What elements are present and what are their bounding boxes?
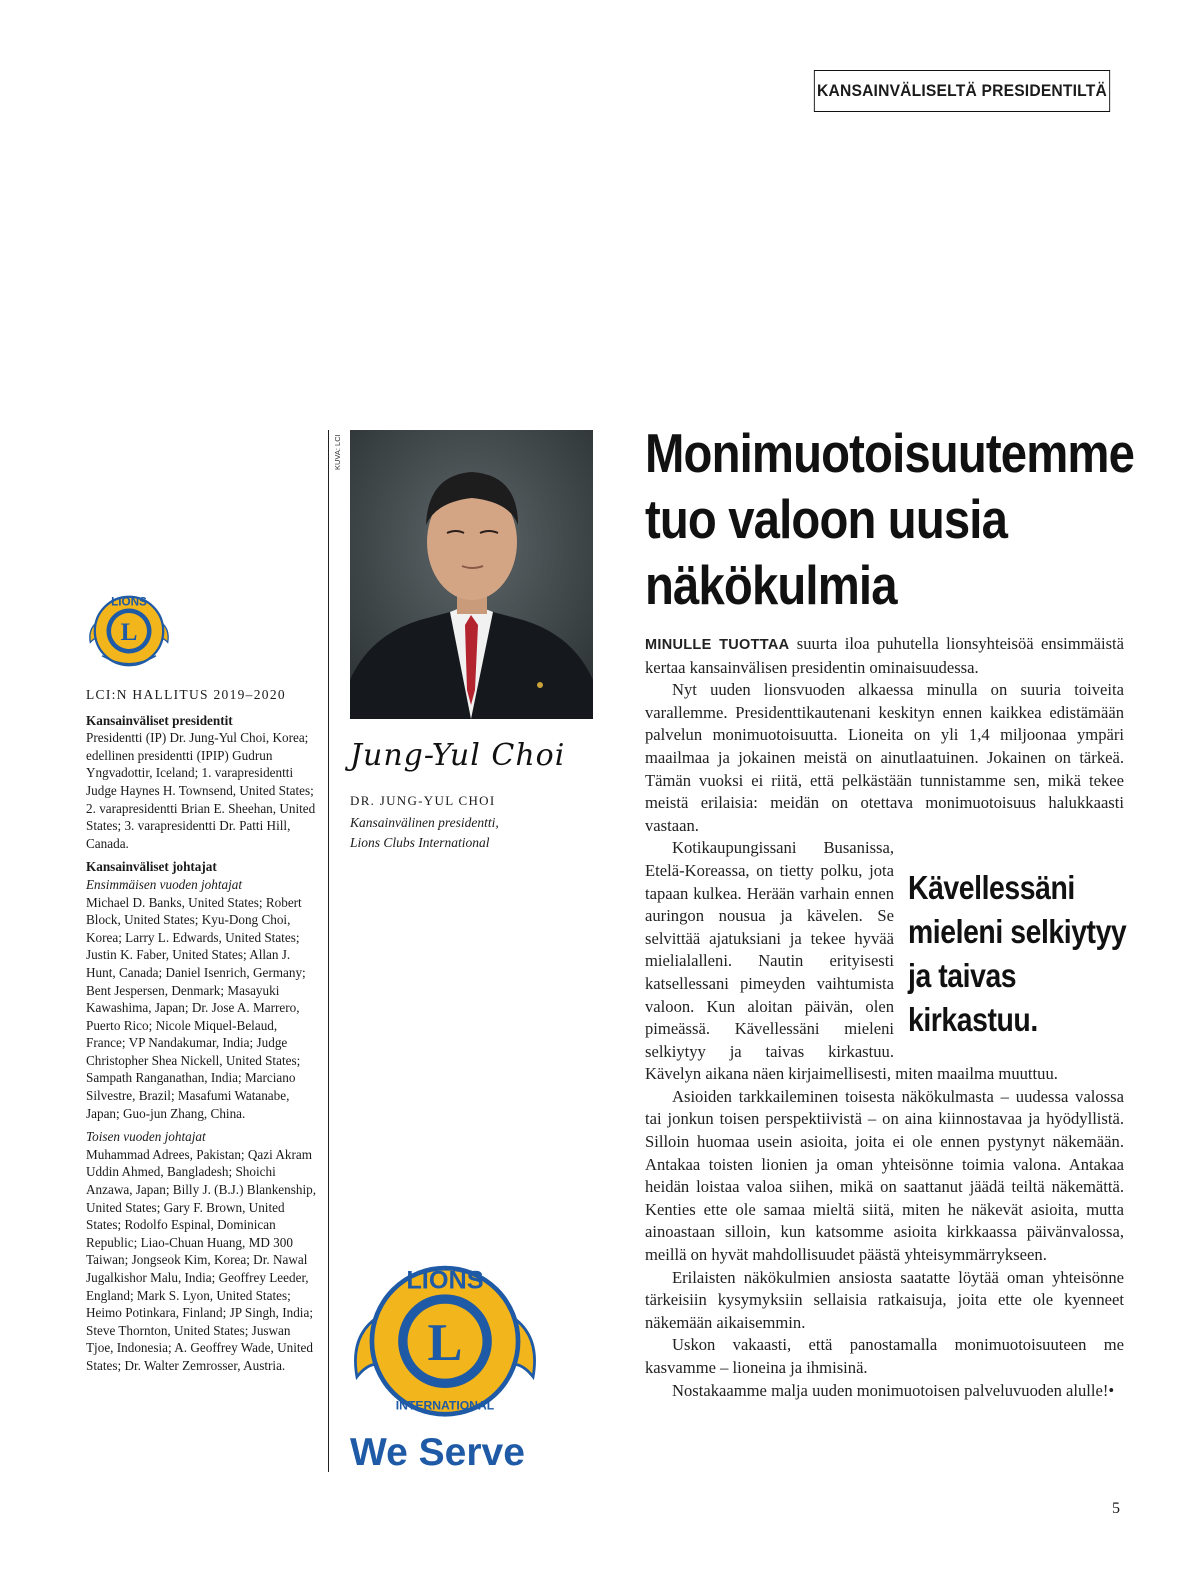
article-paragraph-7: Nostakaamme malja uuden monimuotoisen palveluvuoden alulle!•: [672, 1380, 1115, 1400]
article-paragraph-5: Erilaisten näkökulmien ansiosta saatatte löytää oman yhteisönne tärkeisiin kysymyksiin sellaisia ratkaisuja, joita ette ole kyenneet näkemään aikaisemmin.: [645, 1267, 1124, 1332]
pull-quote-line3: ja taivas: [908, 957, 1017, 995]
article-headline: [645, 420, 1135, 618]
section-label: KANSAINVÄLISELTÄ PRESIDENTILTÄ: [814, 70, 1110, 112]
caption-role-line1: Kansainvälinen presidentti,: [350, 815, 499, 830]
first-year-list: Michael D. Banks, United States; Robert Block, United States; Kyu-Dong Choi, Korea; Larry L. Edwards, United States; Justin K. Faber, United States; Allan J. Hunt, Canada; Daniel Isenrich, Germany; Bent Jespersen, Denmark; Masayuki Kawashima, Japan; Dr. Jose A. Marrero, Puerto Rico; Nicole Miquel-Belaud, France; VP Nandakumar, India; Judge Christopher Shea Nickell, United States; Sampath Ranganathan, India; Marciano Silvestre, Brazil; Masafumi Watanabe, Japan; Guo-jun Zhang, China.: [86, 894, 306, 1121]
pull-quote-line4: kirkastuu.: [908, 1001, 1038, 1039]
president-portrait-photo: [350, 430, 593, 719]
page-number: 5: [1112, 1500, 1120, 1517]
headline-line2: tuo valoon uusia: [645, 488, 1008, 550]
caption-name: DR. JUNG-YUL CHOI: [350, 793, 496, 808]
svg-text:LIONS: LIONS: [111, 595, 147, 609]
pull-quote-line2: mieleni selkiytyy: [908, 913, 1127, 951]
board-heading: LCI:N HALLITUS 2019–2020: [86, 687, 286, 702]
logo-bottom-text: INTERNATIONAL: [395, 1398, 495, 1413]
presidents-title: Kansainväliset presidentit: [86, 712, 233, 728]
headline-line1: Monimuotoisuutemme: [645, 422, 1135, 484]
article-lead-in: MINULLE TUOTTAA: [645, 637, 790, 653]
article-paragraph: [645, 633, 1124, 679]
article-paragraph-3: Kotikaupungissani Busanissa, Etelä-Koreassa, on tietty polku, jota tapaan kulkea. Herään varhain ennen auringon nousua ja kävelen. Se selvittää ajatuksiani ja tekee hyvää mielialalleni. Nautin erityisesti katsellessani pimeyden vaihtumista valoon. Kun aloitan päivän, olen pimeässä. Kävellessäni mieleni selkiytyy ja taivas kirkastuu. Kävelyn aikana näen kirjaimellisesti, miten maailma muuttuu.: [645, 838, 1058, 1084]
board-of-directors: [86, 686, 318, 1375]
photo-credit: KUVA: LCI: [333, 434, 342, 470]
signature: Jung-Yul Choi: [350, 738, 566, 773]
article-paragraph-4: Asioiden tarkkaileminen toisesta näkökulmasta – uudessa valossa tai jonkun toisen perspektiivistä – on aina kiinnostavaa ja hyödyllistä. Silloin huomaa usein asioita, joita ei ole ennen pystynyt näkemään. Antakaa toisten lionien ja oman yhteisönne toimia valona. Antakaa heidän loistaa valoa siihen, mikä on saattanut jäädä teiltä näkemättä. Kenties ette ole samaa mieltä siitä, miten he näkevät asioita, mutta ainoastaan silloin, kun katsomme asioita kirkkaassa päivänvalossa, meillä on hyvät mahdollisuudet päästä yhteisymmärrykseen.: [645, 1086, 1124, 1265]
directors-title: Kansainväliset johtajat: [86, 859, 217, 875]
caption-role: [350, 813, 499, 853]
presidents-list: Presidentti (IP) Dr. Jung-Yul Choi, Korea; edellinen presidentti (IPIP) Gudrun Yngvadottir, Iceland; 1. varapresidentti Judge Haynes H. Townsend, United States; 2. varapresidentti Brian E. Sheehan, United States; 3. varapresidentti Dr. Patti Hill, Canada.: [86, 730, 316, 851]
column-divider: [328, 430, 329, 1472]
pull-quote-line1: Kävellessäni: [908, 869, 1075, 907]
lions-logo-small: [84, 588, 174, 674]
article-paragraph-6: Uskon vakaasti, että panostamalla monimuotoisuuteen me kasvamme – lioneina ja ihmisinä.: [645, 1335, 1124, 1377]
headline-line3: näkökulmia: [645, 554, 897, 616]
second-year-title: Toisen vuoden johtajat: [86, 1129, 206, 1145]
svg-text:L: L: [120, 619, 138, 646]
article-body: [645, 633, 1127, 1402]
lions-logo-large: [350, 1255, 540, 1433]
we-serve-tagline: We Serve: [350, 1431, 525, 1474]
pull-quote: [908, 866, 1127, 1042]
second-year-list: Muhammad Adrees, Pakistan; Qazi Akram Uddin Ahmed, Bangladesh; Shoichi Anzawa, Japan; Billy J. (B.J.) Blankenship, United States; Gary F. Brown, United States; Rodolfo Espinal, Dominican Republic; Liao-Chuan Huang, MD 300 Taiwan; Jongseok Kim, Korea; Dr. Nawal Jugalkishor Malu, India; Geoffrey Leeder, England; Mark S. Lyon, United States; Heimo Potinkara, Finland; JP Singh, India; Steve Thornton, United States; Juswan Tjoe, Indonesia; A. Geoffrey Wade, United States; Dr. Walter Zemrosser, Austria.: [86, 1146, 317, 1373]
article-paragraph-2: Nyt uuden lionsvuoden alkaessa minulla on suuria toiveita varallemme. Presidenttikautenani keskityn ennen kaikkea edistämään palvelun monimuotoisuutta. Lioneita on yli 1,4 miljoonaa ympäri maailmaa ja jokainen meistä on ainutlaatuinen. Jokainen on tärkeä. Tämän vuoksi ei riitä, että pelkästään tunnistamme sen, mikä tekee meistä erilaisia: meidän on otettava monimuotoisuus halukkaasti vastaan.: [645, 680, 1124, 835]
logo-letter: L: [427, 1313, 463, 1372]
logo-top-text: LIONS: [406, 1266, 484, 1295]
article-paragraph-1: suurta iloa puhutella lionsyhteisöä ensimmäistä kertaa kansainvälisen presidentin ominaisuudessa.: [645, 634, 1124, 677]
first-year-title: Ensimmäisen vuoden johtajat: [86, 876, 243, 892]
caption-role-line2: Lions Clubs International: [350, 835, 490, 850]
